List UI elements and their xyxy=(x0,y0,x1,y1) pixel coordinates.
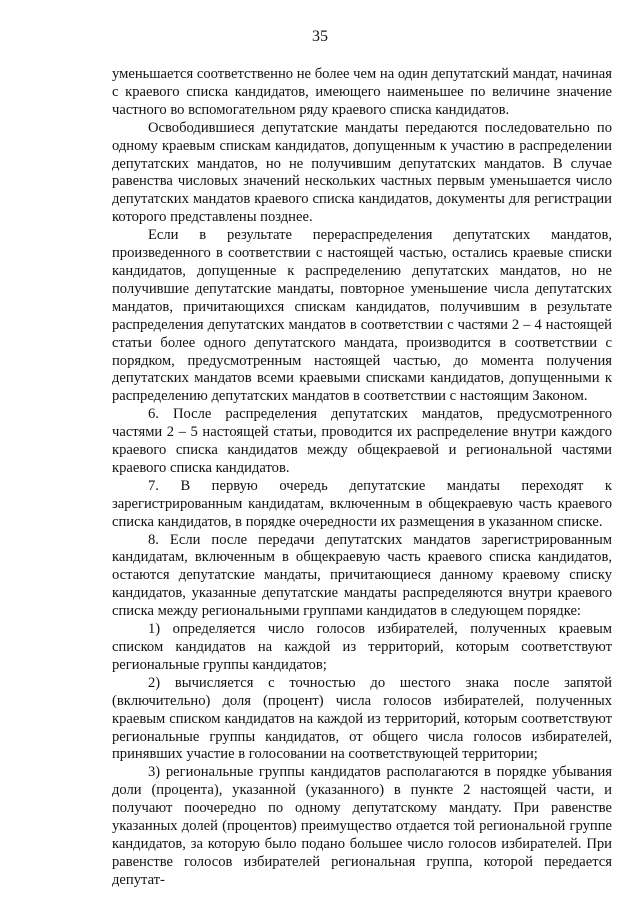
paragraph: Если в результате перераспределения депутатских мандатов, произведенного в соответствии с настоящей частью, остались краевые списки кандидатов, допущенные к распределению депутатских мандатов, но не получившие депутатские мандаты, повторное уменьшение числа депутатских мандатов, причитающихся спискам кандидатов, получившим в результате распределения депутатских мандатов в соответствии с частями 2 – 4 настоящей статьи более одного депутатского мандата, производится в соответствии с порядком, предусмотренным настоящей частью, до момента получения депутатских мандатов всеми краевыми списками кандидатов, допущенными к распределению депутатских мандатов в соответствии с настоящим Законом. xyxy=(112,227,612,405)
paragraph-clause-6: 6. После распределения депутатских мандатов, предусмотренного частями 2 – 5 настоящей статьи, проводится их распределение внутри каждого краевого списка кандидатов между общекраевой и региональной частями краевого списка кандидатов. xyxy=(112,406,612,476)
list-item-1: 1) определяется число голосов избирателей, полученных краевым списком кандидатов на каждой из территорий, которым соответствуют региональные группы кандидатов; xyxy=(112,621,612,673)
paragraph: Освободившиеся депутатские мандаты передаются последовательно по одному краевым спискам кандидатов, допущенным к участию в распределении депутатских мандатов, но не получившим депутатских мандатов. В случае равенства числовых значений нескольких частных первым уменьшается число депутатских мандатов краевого списка кандидатов, документы для регистрации которого представлены позднее. xyxy=(112,119,612,226)
document-body xyxy=(112,66,612,890)
paragraph-clause-8: 8. Если после передачи депутатских мандатов зарегистрированным кандидатам, включенным в общекраевую часть краевого списка кандидатов, остаются депутатские мандаты, причитающиеся данному краевому списку кандидатов, указанные депутатские мандаты распределяются внутри краевого списка между региональными группами кандидатов в следующем порядке: xyxy=(112,531,612,620)
list-item-3: 3) региональные группы кандидатов располагаются в порядке убывания доли (процента), указанной (указанного) в пункте 2 настоящей части, и получают поочередно по одному депутатскому мандату. При равенстве указанных долей (процентов) преимущество отдается той региональной группе кандидатов, за которую было подано большее число голосов избирателей. При равенстве голосов избирателей региональная группа, которой передается депутат- xyxy=(112,764,612,888)
paragraph-continuation: уменьшается соответственно не более чем на один депутатский мандат, начиная с краевого списка кандидатов, имеющего наименьшее по величине значение частного во вспомогательном ряду краевого списка кандидатов. xyxy=(112,66,612,118)
paragraph-clause-7: 7. В первую очередь депутатские мандаты переходят к зарегистрированным кандидатам, включенным в общекраевую часть краевого списка кандидатов, в порядке очередности их размещения в указанном списке. xyxy=(112,477,612,530)
page-number: 35 xyxy=(312,28,328,45)
list-item-2: 2) вычисляется с точностью до шестого знака после запятой (включительно) доля (процент) числа голосов избирателей, полученных краевым списком кандидатов на каждой из территорий, которым соответствуют региональные группы кандидатов, от общего числа голосов избирателей, принявших участие в голосовании на соответствующей территории; xyxy=(112,674,612,763)
